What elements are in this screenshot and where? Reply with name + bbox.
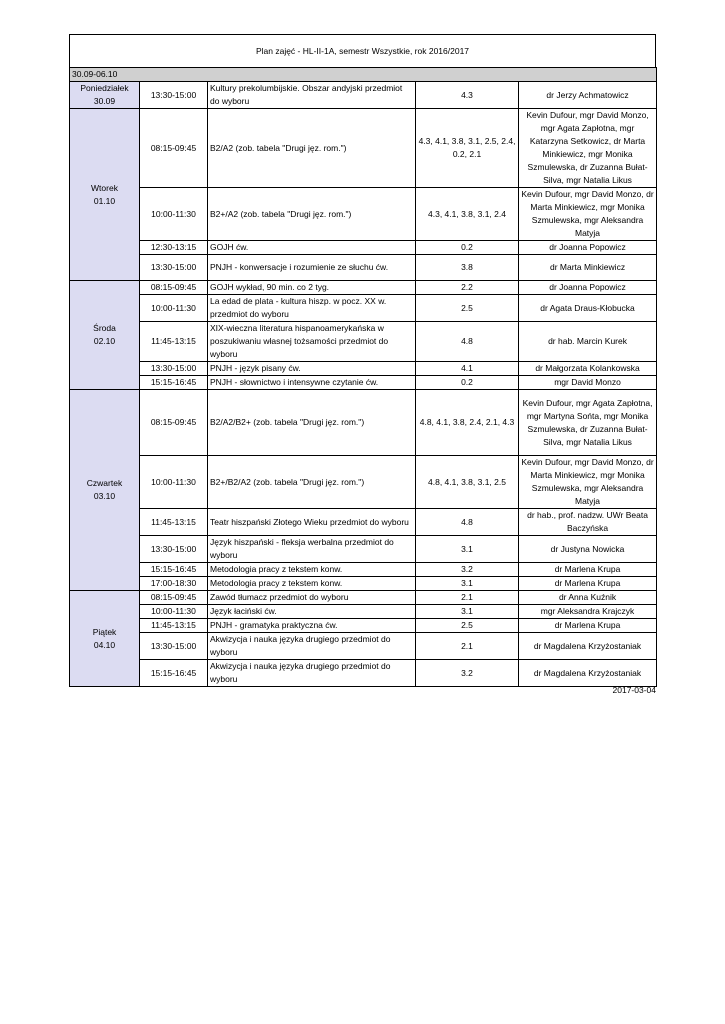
class-rooms: 2.5 [416,619,519,633]
class-subject: GOJH ćw. [208,241,416,255]
day-date: 02.10 [93,336,116,346]
class-teacher: dr Marlena Krupa [519,563,657,577]
class-rooms: 4.3 [416,82,519,109]
class-time: 08:15-09:45 [140,390,208,456]
day-date: 03.10 [93,491,116,501]
class-rooms: 4.8, 4.1, 3.8, 3.1, 2.5 [416,456,519,509]
class-subject: Metodologia pracy z tekstem konw. [208,577,416,591]
class-row [70,563,657,577]
class-teacher: dr Małgorzata Kolankowska [519,362,657,376]
class-time: 10:00-11:30 [140,605,208,619]
class-row [70,188,657,241]
class-time: 13:30-15:00 [140,536,208,563]
class-time: 08:15-09:45 [140,281,208,295]
class-row [70,255,657,281]
day-name: Poniedziałek [80,83,129,93]
schedule-sheet [69,34,656,687]
class-rooms: 2.2 [416,281,519,295]
class-row [70,456,657,509]
class-time: 10:00-11:30 [140,295,208,322]
document-title: Plan zajęć - HL-II-1A, semestr Wszystkie, rok 2016/2017 [69,34,656,67]
class-rooms: 3.1 [416,536,519,563]
class-rooms: 4.8 [416,509,519,536]
day-date: 04.10 [93,639,116,650]
class-teacher: dr Joanna Popowicz [519,241,657,255]
class-row [70,362,657,376]
class-row [70,509,657,536]
class-subject: B2+/A2 (zob. tabela "Drugi jęz. rom.") [208,188,416,241]
class-teacher: dr Magdalena Krzyżostaniak [519,660,657,687]
class-subject: Metodologia pracy z tekstem konw. [208,563,416,577]
class-subject: Zawód tłumacz przedmiot do wyboru [208,591,416,605]
class-teacher: dr Marta Minkiewicz [519,255,657,281]
class-row [70,390,657,456]
class-time: 13:30-15:00 [140,82,208,109]
day-cell [70,591,140,687]
day-date: 01.10 [93,195,116,206]
class-teacher: dr Anna Kuźnik [519,591,657,605]
class-subject: PNJH - słownictwo i intensywne czytanie ćw. [208,376,416,390]
class-subject: Akwizycja i nauka języka drugiego przedmiot do wyboru [208,660,416,687]
class-teacher: dr Marlena Krupa [519,619,657,633]
class-subject: PNJH - konwersacje i rozumienie ze słuchu ćw. [208,255,416,281]
class-teacher: dr hab. Marcin Kurek [519,322,657,362]
class-rooms: 4.8, 4.1, 3.8, 2.4, 2.1, 4.3 [416,390,519,456]
class-subject: Język łaciński ćw. [208,605,416,619]
week-row [70,68,657,82]
class-teacher: dr Magdalena Krzyżostaniak [519,633,657,660]
class-teacher: Kevin Dufour, mgr David Monzo, dr Marta Minkiewicz, mgr Monika Szmulewska, mgr Aleksandra Matyja [519,456,657,509]
class-row [70,295,657,322]
schedule-table [69,67,657,687]
day-cell [70,82,140,109]
day-name: Środa [93,323,116,333]
class-teacher: mgr David Monzo [519,376,657,390]
class-row [70,605,657,619]
class-time: 15:15-16:45 [140,563,208,577]
class-rooms: 2.5 [416,295,519,322]
class-time: 11:45-13:15 [140,619,208,633]
class-subject: Kultury prekolumbijskie. Obszar andyjski przedmiot do wyboru [208,82,416,109]
day-name: Piątek [92,626,117,637]
class-subject: XIX-wieczna literatura hispanoamerykańska w poszukiwaniu własnej tożsamości przedmiot do wyboru [208,322,416,362]
class-subject: B2+/B2/A2 (zob. tabela "Drugi jęz. rom.") [208,456,416,509]
class-row [70,322,657,362]
class-rooms: 3.2 [416,660,519,687]
class-time: 13:30-15:00 [140,255,208,281]
class-rooms: 3.8 [416,255,519,281]
class-time: 11:45-13:15 [140,509,208,536]
class-rooms: 2.1 [416,633,519,660]
class-time: 08:15-09:45 [140,591,208,605]
class-teacher: dr Jerzy Achmatowicz [519,82,657,109]
class-row [70,591,657,605]
class-subject: Język hiszpański - fleksja werbalna przedmiot do wyboru [208,536,416,563]
class-row [70,536,657,563]
class-subject: Akwizycja i nauka języka drugiego przedmiot do wyboru [208,633,416,660]
class-subject: PNJH - język pisany ćw. [208,362,416,376]
class-subject: B2/A2/B2+ (zob. tabela "Drugi jęz. rom.") [208,390,416,456]
day-cell [70,109,140,281]
class-row [70,241,657,255]
class-rooms: 2.1 [416,591,519,605]
class-time: 13:30-15:00 [140,633,208,660]
day-name: Czwartek [86,478,123,488]
class-teacher: dr Marlena Krupa [519,577,657,591]
class-teacher: dr Agata Draus-Kłobucka [519,295,657,322]
class-row [70,660,657,687]
class-time: 10:00-11:30 [140,188,208,241]
class-subject: PNJH - gramatyka praktyczna ćw. [208,619,416,633]
class-teacher: dr hab., prof. nadzw. UWr Beata Baczyńska [519,509,657,536]
class-rooms: 4.3, 4.1, 3.8, 3.1, 2.5, 2.4, 0.2, 2.1 [416,109,519,188]
class-rooms: 3.2 [416,563,519,577]
class-row [70,577,657,591]
class-subject: B2/A2 (zob. tabela "Drugi jęz. rom.") [208,109,416,188]
class-row [70,376,657,390]
class-time: 10:00-11:30 [140,456,208,509]
class-teacher: Kevin Dufour, mgr Agata Zapłotna, mgr Martyna Sońta, mgr Monika Szmulewska, dr Zuzanna Bułat-Silva, mgr Natalia Likus [519,390,657,456]
class-time: 12:30-13:15 [140,241,208,255]
class-teacher: dr Joanna Popowicz [519,281,657,295]
day-cell [70,390,140,591]
day-cell [70,281,140,390]
print-date: 2017-03-04 [612,685,656,695]
class-teacher: mgr Aleksandra Krajczyk [519,605,657,619]
class-row [70,82,657,109]
week-range: 30.09-06.10 [70,68,657,82]
class-rooms: 0.2 [416,241,519,255]
class-teacher: Kevin Dufour, mgr David Monzo, mgr Agata Zapłotna, mgr Katarzyna Setkowicz, dr Marta Minkiewicz, mgr Monika Szmulewska, dr Zuzanna Bułat-Silva, mgr Natalia Likus [519,109,657,188]
class-time: 11:45-13:15 [140,322,208,362]
class-rooms: 3.1 [416,577,519,591]
class-rooms: 4.8 [416,322,519,362]
class-rooms: 4.3, 4.1, 3.8, 3.1, 2.4 [416,188,519,241]
class-rooms: 3.1 [416,605,519,619]
class-rooms: 0.2 [416,376,519,390]
class-row [70,619,657,633]
class-time: 15:15-16:45 [140,660,208,687]
class-time: 08:15-09:45 [140,109,208,188]
class-time: 15:15-16:45 [140,376,208,390]
class-time: 17:00-18:30 [140,577,208,591]
class-time: 13:30-15:00 [140,362,208,376]
class-row [70,633,657,660]
class-row [70,109,657,188]
class-rooms: 4.1 [416,362,519,376]
day-name: Wtorek [91,182,118,193]
class-subject: GOJH wykład, 90 min. co 2 tyg. [208,281,416,295]
class-subject: Teatr hiszpański Złotego Wieku przedmiot do wyboru [208,509,416,536]
class-subject: La edad de plata - kultura hiszp. w pocz. XX w. przedmiot do wyboru [208,295,416,322]
class-teacher: Kevin Dufour, mgr David Monzo, dr Marta Minkiewicz, mgr Monika Szmulewska, mgr Aleksandra Matyja [519,188,657,241]
day-date: 30.09 [93,96,116,106]
class-row [70,281,657,295]
class-teacher: dr Justyna Nowicka [519,536,657,563]
